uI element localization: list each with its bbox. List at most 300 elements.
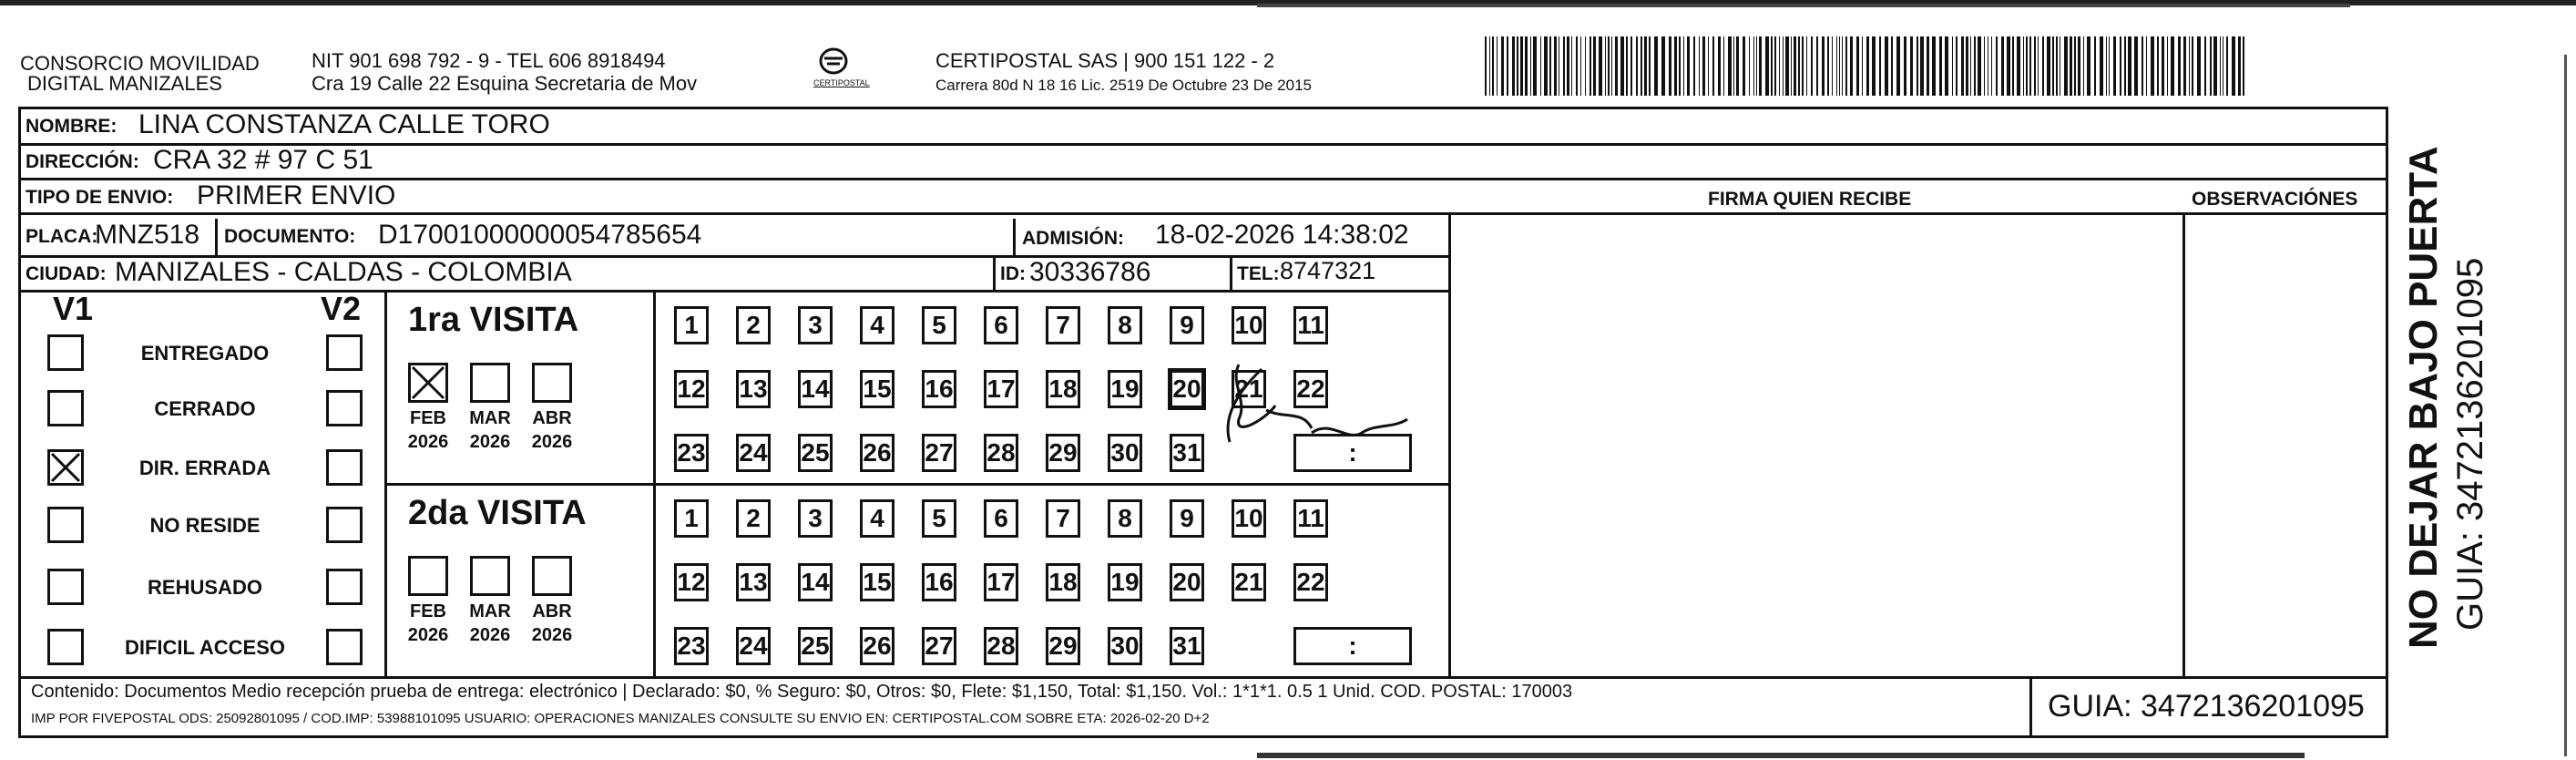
barcode-bar (1517, 36, 1518, 96)
obs-left-border (2182, 212, 2185, 676)
day-box[interactable]: 19 (1108, 563, 1142, 601)
barcode-bar (1533, 36, 1537, 96)
barcode-bar (1920, 36, 1924, 96)
day-box[interactable]: 22 (1293, 370, 1328, 408)
barcode-bar (1749, 36, 1750, 96)
status-label: CERRADO (154, 397, 256, 420)
month-year: 2026 (531, 432, 573, 452)
tipo-envio-value: PRIMER ENVIO (197, 180, 396, 211)
barcode-bar (1708, 36, 1709, 96)
certipostal-logo-icon (813, 47, 854, 75)
barcode-bar (1661, 36, 1665, 96)
v2-header: V2 (321, 290, 362, 327)
barcode-bar (2034, 36, 2036, 96)
day-box[interactable]: 29 (1046, 627, 1080, 665)
bottom-scan-mark (1257, 753, 2305, 758)
barcode-bar (2042, 36, 2044, 96)
barcode-bar (1845, 36, 1847, 96)
day-box[interactable]: 15 (860, 370, 894, 408)
documento-label: DOCUMENTO: (224, 226, 356, 247)
day-box[interactable]: 2 (736, 499, 771, 538)
day-box[interactable]: 9 (1170, 499, 1204, 538)
barcode-bar (1507, 36, 1508, 96)
barcode-bar (1798, 36, 1800, 96)
day-box[interactable]: 28 (984, 627, 1018, 665)
day-box[interactable]: 3 (798, 499, 833, 538)
barcode-bar (2151, 36, 2154, 96)
row-divider (18, 143, 2388, 146)
barcode-bar (1952, 36, 1953, 96)
barcode-bar (2094, 36, 2096, 96)
barcode-bar (2197, 36, 2201, 96)
barcode-bar (2157, 36, 2159, 96)
day-box[interactable]: 13 (736, 370, 771, 408)
tipo-envio-label: TIPO DE ENVIO: (26, 187, 174, 208)
month-label: ABR (532, 408, 572, 428)
barcode-bar (1626, 36, 1628, 96)
barcode-bar (1649, 36, 1651, 96)
barcode-bar (1850, 36, 1853, 96)
v2-checkbox[interactable] (326, 569, 363, 605)
month-year: 2026 (531, 625, 573, 645)
day-box[interactable]: 22 (1293, 563, 1328, 601)
barcode-bar (1644, 36, 1647, 96)
barcode-bar (1856, 36, 1859, 96)
day-box[interactable]: 28 (984, 434, 1018, 472)
barcode-bar (1872, 36, 1876, 96)
status-label: REHUSADO (148, 576, 262, 599)
v2-checkbox[interactable] (326, 629, 363, 665)
ciudad-value: MANIZALES - CALDAS - COLOMBIA (115, 257, 572, 287)
barcode-bar (2178, 36, 2181, 96)
barcode-bar (1699, 36, 1700, 96)
barcode-bar (1733, 36, 1734, 96)
barcode-bar (1879, 36, 1881, 96)
barcode-bar (2243, 36, 2244, 96)
barcode-bar (2210, 36, 2212, 96)
day-box[interactable]: 18 (1046, 370, 1080, 408)
barcode-bar (1679, 36, 1681, 96)
barcode-bar (1585, 36, 1586, 96)
barcode-bar (1567, 36, 1569, 96)
barcode-bar (1866, 36, 1869, 96)
barcode-bar (1991, 36, 1992, 96)
v1-checkbox[interactable] (47, 390, 84, 426)
barcode-bar (1599, 36, 1602, 96)
barcode-bar (1839, 36, 1840, 96)
barcode-bar (1540, 36, 1541, 96)
barcode-bar (1615, 36, 1618, 96)
month-label: MAR (469, 408, 511, 428)
documento-value: D17001000000054785654 (378, 220, 702, 250)
day-box[interactable]: 21 (1232, 563, 1266, 601)
tel-divider (1230, 255, 1232, 290)
barcode-bar (2007, 36, 2010, 96)
ciudad-label: CIUDAD: (26, 263, 107, 284)
observaciones-header: OBSERVACIÓNES (2192, 189, 2358, 210)
firma-header: FIRMA QUIEN RECIBE (1708, 189, 1912, 210)
day-box[interactable]: 8 (1108, 306, 1142, 344)
barcode-bar (2124, 36, 2126, 96)
v1-checkbox[interactable] (47, 507, 84, 543)
month-checkbox[interactable] (532, 556, 572, 596)
barcode-bar (2189, 36, 2190, 96)
barcode-bar (2064, 36, 2068, 96)
month-checkbox[interactable] (470, 363, 510, 403)
barcode-bar (1783, 36, 1784, 96)
barcode-bar (1896, 36, 1900, 96)
barcode-bar (1654, 36, 1658, 96)
day-box[interactable]: 15 (860, 563, 894, 601)
barcode-bar (1718, 36, 1721, 96)
barcode-bar (1636, 36, 1638, 96)
barcode-bar (2220, 36, 2221, 96)
day-box[interactable]: 12 (674, 563, 709, 601)
barcode-bar (1816, 36, 1818, 96)
barcode-bar (1945, 36, 1948, 96)
barcode-bar (2012, 36, 2014, 96)
barcode-bar (1978, 36, 1981, 96)
tel-value: 8747321 (1280, 257, 1376, 284)
sender-nit: NIT 901 698 792 - 9 - TEL 606 8918494 (312, 49, 666, 72)
day-box[interactable]: 5 (922, 499, 956, 538)
day-box[interactable]: 19 (1108, 370, 1142, 408)
visit-title: 2da VISITA (408, 494, 587, 532)
barcode-bar (1544, 36, 1548, 96)
barcode-bar (1630, 36, 1632, 96)
direccion-label: DIRECCIÓN: (26, 151, 139, 172)
barcode-bar (1794, 36, 1796, 96)
day-box[interactable]: 16 (922, 370, 956, 408)
barcode-bar (1910, 36, 1913, 96)
v1-checkbox[interactable] (47, 629, 84, 665)
day-box[interactable]: 9 (1170, 306, 1204, 344)
placa-divider (215, 219, 218, 255)
day-box[interactable]: 14 (798, 370, 833, 408)
month-year: 2026 (407, 432, 449, 452)
day-box[interactable]: 8 (1108, 499, 1142, 538)
sender-name-line1: CONSORCIO MOVILIDAD (20, 52, 260, 75)
day-box[interactable]: 21 (1232, 370, 1266, 408)
barcode-bar (2023, 36, 2024, 96)
barcode-bar (1674, 36, 1677, 96)
month-label: MAR (469, 601, 511, 621)
row-divider (18, 212, 2388, 215)
time-box[interactable]: : (1293, 627, 1412, 665)
day-box[interactable]: 18 (1046, 563, 1080, 601)
barcode-bar (2226, 36, 2228, 96)
barcode-bar (2142, 36, 2143, 96)
row-divider (18, 290, 1448, 293)
day-box[interactable]: 12 (674, 370, 709, 408)
status-label: NO RESIDE (149, 514, 261, 537)
nombre-value: LINA CONSTANZA CALLE TORO (138, 109, 550, 139)
barcode-bar (2232, 36, 2235, 96)
barcode-bar (1904, 36, 1906, 96)
barcode-bar (1996, 36, 1998, 96)
barcode-bar (2167, 36, 2168, 96)
day-box[interactable]: 13 (736, 563, 771, 601)
barcode-bar (2100, 36, 2103, 96)
barcode-bar (1822, 36, 1825, 96)
barcode-bar (2029, 36, 2031, 96)
top-scan-mark (1257, 4, 2350, 7)
day-box[interactable]: 20 (1170, 563, 1204, 601)
barcode-bar (2183, 36, 2186, 96)
day-box[interactable]: 27 (922, 434, 956, 472)
courier-address: Carrera 80d N 18 16 Lic. 2519 De Octubre 23 De 2015 (935, 77, 1312, 94)
barcode-bar (1683, 36, 1684, 96)
barcode-bar (1956, 36, 1958, 96)
barcode-bar (1974, 36, 1976, 96)
barcode-bar (1966, 36, 1968, 96)
sender-name-line2: DIGITAL MANIZALES (27, 72, 222, 95)
v1-header: V1 (53, 290, 94, 327)
barcode-bar (1753, 36, 1754, 96)
barcode-bar (1743, 36, 1745, 96)
barcode-bar (1917, 36, 1918, 96)
day-box[interactable]: 14 (798, 563, 833, 601)
id-divider (993, 255, 996, 290)
day-box[interactable]: 16 (922, 563, 956, 601)
day-box[interactable]: 11 (1293, 306, 1328, 344)
admision-divider (1013, 219, 1016, 255)
barcode-bar (1756, 36, 1757, 96)
barcode-bar (2083, 36, 2084, 96)
barcode-bar (2052, 36, 2054, 96)
barcode-bar (1593, 36, 1596, 96)
day-box[interactable]: 7 (1046, 499, 1080, 538)
barcode-bar (1611, 36, 1612, 96)
barcode-bar (1932, 36, 1936, 96)
barcode-bar (1984, 36, 1985, 96)
barcode-bar (2192, 36, 2193, 96)
day-box[interactable]: 4 (860, 306, 894, 344)
barcode-bar (1620, 36, 1624, 96)
v2-checkbox[interactable] (326, 507, 363, 543)
barcode-bar (2087, 36, 2090, 96)
barcode-bar (1842, 36, 1843, 96)
barcode-bar (1693, 36, 1695, 96)
barcode-bar (2204, 36, 2206, 96)
day-box[interactable]: 25 (798, 627, 833, 665)
barcode-bar (2162, 36, 2164, 96)
barcode-bar (1970, 36, 1971, 96)
barcode-bar (1702, 36, 1705, 96)
barcode-bar (2109, 36, 2110, 96)
barcode-bar (2047, 36, 2050, 96)
barcode-bar (1736, 36, 1739, 96)
day-box[interactable]: 31 (1170, 434, 1204, 472)
barcode-bar (1961, 36, 1964, 96)
placa-value: MNZ518 (95, 220, 200, 250)
v2-checkbox[interactable] (326, 334, 363, 371)
day-box[interactable]: 23 (674, 434, 709, 472)
direccion-value: CRA 32 # 97 C 51 (153, 145, 373, 175)
barcode-bar (2038, 36, 2039, 96)
barcode-bar (1802, 36, 1804, 96)
day-box[interactable]: 30 (1108, 627, 1142, 665)
barcode-bar (2026, 36, 2028, 96)
barcode-bar (2056, 36, 2058, 96)
day-box[interactable]: 11 (1293, 499, 1328, 538)
day-box[interactable]: 2 (736, 306, 771, 344)
nombre-label: NOMBRE: (26, 116, 118, 137)
barcode-bar (1489, 36, 1490, 96)
tel-label: TEL: (1237, 263, 1280, 284)
barcode-bar (2078, 36, 2080, 96)
barcode-bar (2134, 36, 2138, 96)
admision-label: ADMISIÓN: (1022, 228, 1124, 249)
day-box[interactable]: 6 (984, 306, 1018, 344)
barcode-bar (1791, 36, 1792, 96)
barcode-bar (1827, 36, 1829, 96)
month-checkbox[interactable] (408, 556, 448, 596)
barcode-bar (1669, 36, 1671, 96)
month-checkbox[interactable] (470, 556, 510, 596)
barcode-bar (1862, 36, 1863, 96)
v1-checkbox[interactable] (47, 334, 84, 371)
logo-caption: CERTIPOSTAL (813, 78, 870, 87)
barcode-bar (1779, 36, 1780, 96)
barcode-bar (1811, 36, 1813, 96)
month-label: ABR (532, 601, 572, 621)
barcode-bar (2001, 36, 2004, 96)
day-box[interactable]: 25 (798, 434, 833, 472)
day-box[interactable]: 27 (922, 627, 956, 665)
barcode-bar (2171, 36, 2174, 96)
day-box[interactable]: 1 (674, 499, 709, 538)
courier-name: CERTIPOSTAL SAS | 900 151 122 - 2 (935, 49, 1275, 72)
barcode-bar (1501, 36, 1504, 96)
barcode-bar (1512, 36, 1515, 96)
barcode (1485, 36, 2250, 96)
barcode-bar (1806, 36, 1807, 96)
barcode-bar (1728, 36, 1732, 96)
handwriting-scribble (1211, 355, 1421, 456)
barcode-bar (2146, 36, 2147, 96)
day-box[interactable]: 26 (860, 627, 894, 665)
barcode-bar (1520, 36, 1523, 96)
v2-checkbox[interactable] (326, 390, 363, 426)
barcode-bar (2074, 36, 2076, 96)
day-box[interactable]: 23 (674, 627, 709, 665)
day-box[interactable]: 24 (736, 434, 771, 472)
barcode-bar (1605, 36, 1606, 96)
barcode-bar (1492, 36, 1494, 96)
barcode-bar (1485, 36, 1487, 96)
barcode-bar (1571, 36, 1572, 96)
id-value: 30336786 (1029, 257, 1151, 287)
barcode-bar (1687, 36, 1690, 96)
barcode-bar (1927, 36, 1929, 96)
barcode-bar (1530, 36, 1531, 96)
barcode-bar (1836, 36, 1837, 96)
barcode-bar (1549, 36, 1551, 96)
month-label: FEB (410, 408, 446, 428)
barcode-bar (2128, 36, 2131, 96)
barcode-bar (1576, 36, 1578, 96)
day-box[interactable]: 24 (736, 627, 771, 665)
status-label: DIFICIL ACCESO (124, 636, 285, 659)
barcode-bar (1580, 36, 1581, 96)
barcode-bar (1525, 36, 1528, 96)
day-box[interactable]: 20 (1170, 370, 1204, 408)
day-box[interactable]: 1 (674, 306, 709, 344)
barcode-bar (1765, 36, 1769, 96)
day-box[interactable]: 6 (984, 499, 1018, 538)
barcode-bar (1554, 36, 1557, 96)
day-box[interactable]: 31 (1170, 627, 1204, 665)
barcode-bar (1608, 36, 1610, 96)
v2-checkbox[interactable] (326, 449, 363, 486)
day-box[interactable]: 17 (984, 563, 1018, 601)
visit-row-divider (384, 483, 1448, 486)
barcode-bar (1885, 36, 1888, 96)
barcode-bar (1590, 36, 1591, 96)
barcode-bar (2017, 36, 2020, 96)
v1-checkbox[interactable] (47, 449, 84, 486)
day-box[interactable]: 7 (1046, 306, 1080, 344)
footer-divider (18, 676, 2388, 679)
day-box[interactable]: 3 (798, 306, 833, 344)
time-box[interactable]: : (1293, 434, 1412, 472)
month-year: 2026 (407, 625, 449, 645)
day-box[interactable]: 30 (1108, 434, 1142, 472)
barcode-bar (1641, 36, 1642, 96)
barcode-bar (1774, 36, 1776, 96)
contenido-text: Contenido: Documentos Medio recepción prueba de entrega: electrónico | Declarado: $0, % Seguro: $0, Otros: $0, Flete: $1,150, Total: $1,150. Vol.: 1*1*1. 0.5 1 Unid. COD. POSTAL: 170003 (31, 682, 1573, 702)
month-checkbox[interactable] (408, 363, 448, 403)
side-guia: GUIA: 3472136201095 (2450, 257, 2490, 631)
barcode-bar (2113, 36, 2116, 96)
day-box[interactable]: 17 (984, 370, 1018, 408)
barcode-bar (2120, 36, 2121, 96)
month-checkbox[interactable] (532, 363, 572, 403)
barcode-bar (2106, 36, 2107, 96)
sender-address: Cra 19 Calle 22 Esquina Secretaria de Mov (312, 72, 698, 95)
barcode-bar (1939, 36, 1942, 96)
day-box[interactable]: 10 (1232, 306, 1266, 344)
barcode-bar (2070, 36, 2072, 96)
day-box[interactable]: 4 (860, 499, 894, 538)
no-dejar-warning: NO DEJAR BAJO PUERTA (2401, 146, 2446, 649)
day-box[interactable]: 10 (1232, 499, 1266, 538)
barcode-bar (2238, 36, 2241, 96)
placa-label: PLACA: (26, 226, 98, 247)
firma-left-border (1448, 212, 1451, 676)
imp-text: IMP POR FIVEPOSTAL ODS: 25092801095 / COD.IMP: 53988101095 USUARIO: OPERACIONES MANIZALES CONSULTE SU ENVIO EN: CERTIPOSTAL.COM SOBRE ETA: 2026-02-20 D+2 (31, 711, 1210, 726)
day-box[interactable]: 5 (922, 306, 956, 344)
barcode-bar (1497, 36, 1498, 96)
month-year: 2026 (469, 432, 511, 452)
day-box[interactable]: 29 (1046, 434, 1080, 472)
barcode-bar (1563, 36, 1565, 96)
barcode-bar (1771, 36, 1773, 96)
v1-checkbox[interactable] (47, 569, 84, 605)
barcode-bar (2213, 36, 2217, 96)
barcode-bar (1712, 36, 1714, 96)
status-label: DIR. ERRADA (138, 457, 271, 479)
admision-value: 18-02-2026 14:38:02 (1155, 220, 1409, 250)
day-box[interactable]: 26 (860, 434, 894, 472)
barcode-bar (1785, 36, 1789, 96)
footer-guia: GUIA: 3472136201095 (2048, 689, 2365, 724)
month-year: 2026 (469, 625, 511, 645)
id-label: ID: (1000, 263, 1026, 284)
footer-guia-divider (2029, 676, 2032, 738)
right-scan-edge (2564, 55, 2567, 756)
